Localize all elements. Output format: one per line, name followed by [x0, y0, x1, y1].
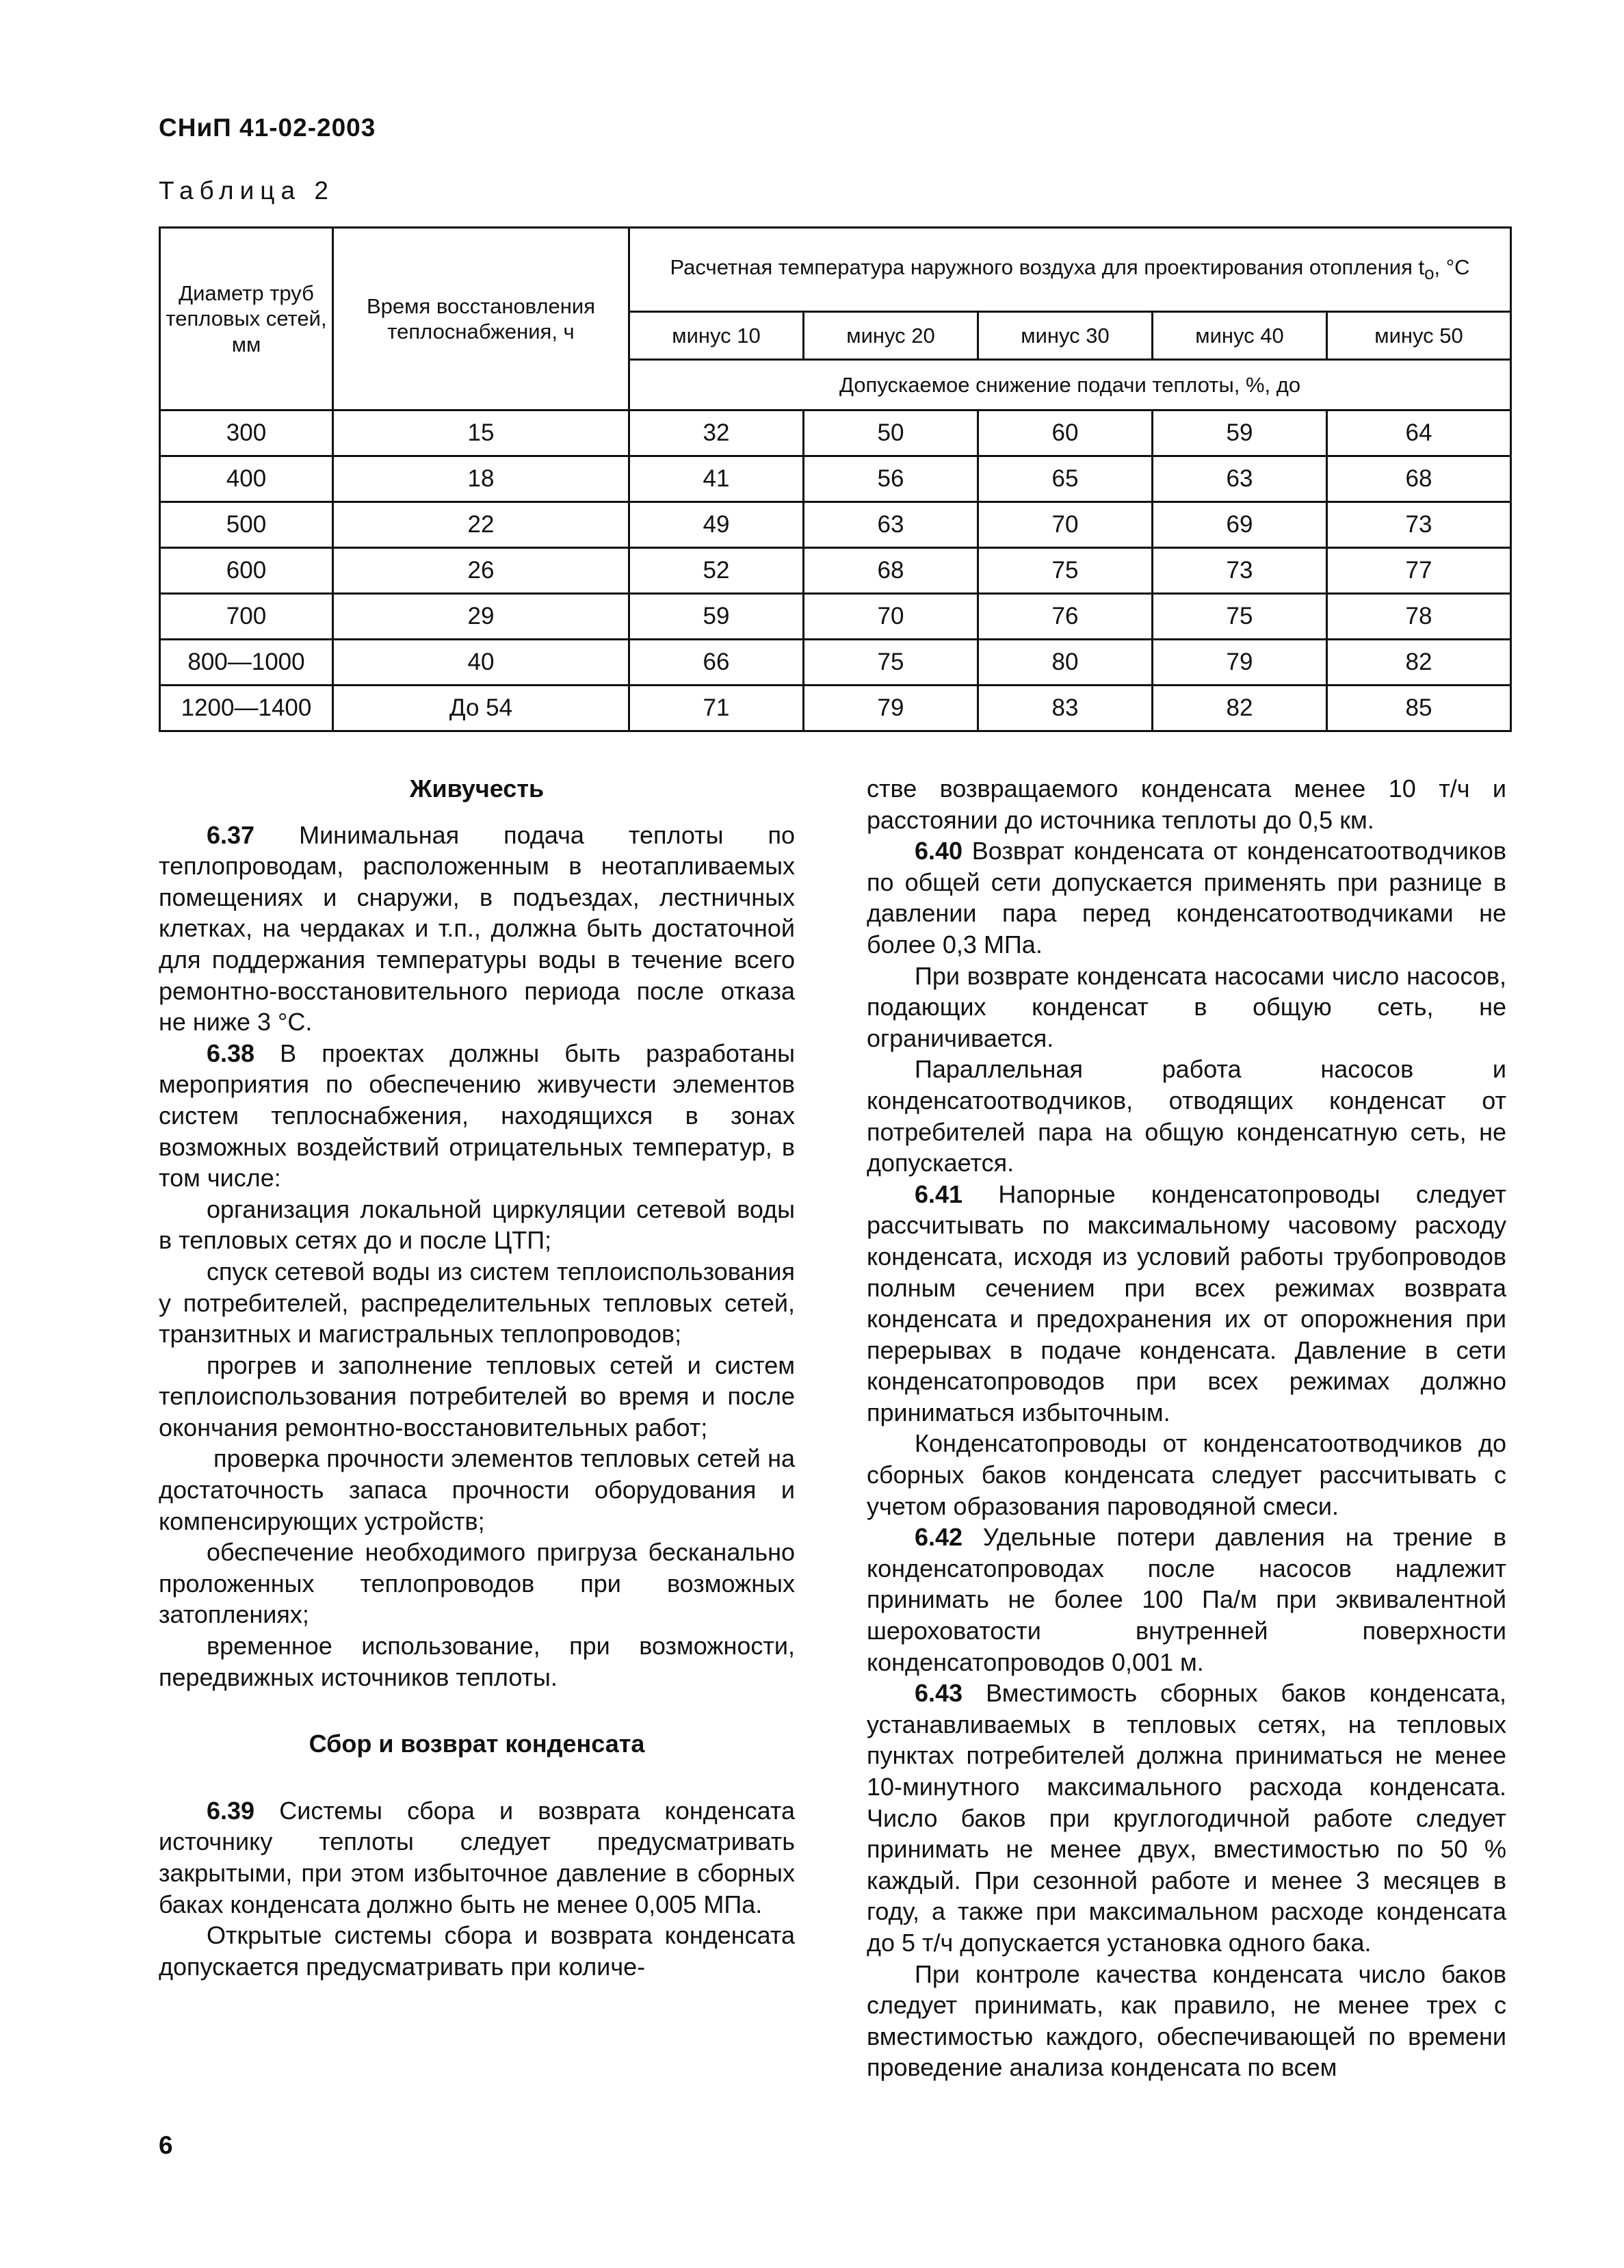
table-cell: 59: [629, 594, 804, 640]
clause-number: 6.41: [915, 1179, 963, 1208]
left-column: [159, 773, 795, 1982]
list-item-6: временное использование, при возможности, передвижных источников теплоты.: [159, 1632, 795, 1691]
clause-text: Вместимость сборных баков конденсата, устанавливаемых в тепловых сетях, на тепловых пунктах потребителей должна приниматься не менее 10-минутного максимального расхода конденсата. Число баков при круглогодичной работе следует принимать не менее двух, вместимостью по 50 % каждый. При сезонной работе и менее 3 месяцев в году, а также при максимальном расходе конденсата до 5 т/ч допускается установка одного бака.: [867, 1679, 1506, 1957]
table-row: [160, 410, 1511, 456]
temp-col-1: минус 10: [629, 312, 804, 360]
list-item-3: прогрев и заполнение тепловых сетей и систем теплоиспользования потребителей во время и после окончания ремонтно-восстановительных работ;: [159, 1351, 795, 1442]
table-cell: 82: [1327, 640, 1511, 686]
table-cell: 65: [978, 456, 1153, 502]
table-cell: 32: [629, 410, 804, 456]
continued-text: стве возвращаемого конденсата менее 10 т/ч и расстоянии до источника теплоты до 0,5 км.: [867, 774, 1506, 834]
table-cell: 66: [629, 640, 804, 686]
table-cell: 75: [1153, 594, 1327, 640]
table-cell: 56: [804, 456, 978, 502]
table-cell: 75: [804, 640, 978, 686]
table-cell: 29: [333, 594, 629, 640]
restore-time-header: Время восстановления теплоснабжения, ч: [333, 228, 629, 410]
section-heading-survivability: Живучесть: [409, 774, 545, 803]
table-row: [160, 686, 1511, 731]
table-row: [160, 502, 1511, 548]
clause-text: Возврат конденсата от конденсатоотводчиков по общей сети допускается применять при разнице в давлении пара перед конденсатоотводчиками не более 0,3 МПа.: [867, 837, 1506, 959]
table-cell: 70: [804, 594, 978, 640]
clause-text: В проектах должны быть разработаны мероприятия по обеспечению живучести элементов систем теплоснабжения, находящихся в зонах возможных воздействий отрицательных температур, в том числе:: [159, 1039, 795, 1192]
page-number: 6: [159, 2131, 173, 2159]
table-cell: 73: [1327, 502, 1511, 548]
clause-text: Удельные потери давления на трение в конденсатопроводах после насосов надлежит принимать не более 100 Па/м при эквивалентной шероховатости внутренней поверхности конденсатопроводов 0,001 м.: [867, 1523, 1506, 1676]
table-cell: 76: [978, 594, 1153, 640]
table-cell: 18: [333, 456, 629, 502]
right-column: [867, 773, 1506, 2083]
clause-6-39: [159, 1795, 795, 1920]
clause-number: 6.37: [207, 820, 255, 849]
list-item-4: проверка прочности элементов тепловых сетей на достаточность запаса прочности оборудования и компенсирующих устройств;: [159, 1444, 795, 1535]
temperature-subscript: о: [1424, 264, 1435, 284]
temperature-group-header: [629, 228, 1511, 312]
clause-text: Системы сбора и возврата конденсата источнику теплоты следует предусматривать закрытыми, при этом избыточное давление в сборных баках конденсата должно быть не менее 0,005 МПа.: [159, 1796, 795, 1918]
clause-6-43: [867, 1678, 1506, 1958]
table-cell: 69: [1153, 502, 1327, 548]
temperature-unit: , °С: [1434, 255, 1470, 279]
clause-6-39-continued: Открытые системы сбора и возврата конденсата допускается предусматривать при количе-: [159, 1921, 795, 1981]
table-cell: 400: [160, 456, 333, 502]
paragraph-parallel-work: Параллельная работа насосов и конденсатоотводчиков, отводящих конденсат от потребителей пара на общую конденсатную сеть, не допускается.: [867, 1055, 1506, 1177]
table-cell: 83: [978, 686, 1153, 731]
temperature-group-text: Расчетная температура наружного воздуха для проектирования отопления t: [670, 255, 1425, 279]
list-item-5: обеспечение необходимого пригруза бесканально проложенных теплопроводов при возможных затоплениях;: [159, 1538, 795, 1629]
reduction-header: Допускаемое снижение подачи теплоты, %, до: [629, 360, 1511, 410]
table-cell: 500: [160, 502, 333, 548]
table-cell: 60: [978, 410, 1153, 456]
table-cell: 70: [978, 502, 1153, 548]
table-cell: 68: [804, 548, 978, 594]
table-cell: 800—1000: [160, 640, 333, 686]
table-cell: До 54: [333, 686, 629, 731]
paragraph-condensate-pipes: Конденсатопроводы от конденсатоотводчиков до сборных баков конденсата следует рассчитывать с учетом образования пароводяной смеси.: [867, 1429, 1506, 1520]
temp-col-3: минус 30: [978, 312, 1153, 360]
clause-number: 6.39: [207, 1796, 255, 1825]
list-item-1: организация локальной циркуляции сетевой воды в тепловых сетях до и после ЦТП;: [159, 1195, 795, 1255]
table-cell: 77: [1327, 548, 1511, 594]
section-heading-condensate: Сбор и возврат конденсата: [309, 1730, 645, 1758]
table-cell: 40: [333, 640, 629, 686]
table-cell: 71: [629, 686, 804, 731]
table-cell: 15: [333, 410, 629, 456]
table-cell: 63: [1153, 456, 1327, 502]
clause-number: 6.42: [915, 1523, 963, 1552]
table-cell: 79: [1153, 640, 1327, 686]
table-cell: 68: [1327, 456, 1511, 502]
temp-col-4: минус 40: [1153, 312, 1327, 360]
clause-6-40: [867, 835, 1506, 960]
table-row: [160, 594, 1511, 640]
diameter-header: Диаметр труб тепловых сетей, мм: [160, 228, 333, 410]
table-cell: 75: [978, 548, 1153, 594]
table-cell: 59: [1153, 410, 1327, 456]
table-cell: 79: [804, 686, 978, 731]
table-cell: 50: [804, 410, 978, 456]
table-cell: 78: [1327, 594, 1511, 640]
table-cell: 22: [333, 502, 629, 548]
temp-col-2: минус 20: [804, 312, 978, 360]
clause-text: Минимальная подача теплоты по теплопроводам, расположенным в неотапливаемых помещениях и снаружи, в подъездах, лестничных клетках, на чердаках и т.п., должна быть достаточной для поддержания температуры воды в течение всего ремонтно-восстановительного периода после отказа не ниже 3 °С.: [159, 820, 795, 1037]
table-cell: 52: [629, 548, 804, 594]
clause-6-41: [867, 1179, 1506, 1429]
clause-6-37: [159, 820, 795, 1038]
table-cell: 85: [1327, 686, 1511, 731]
table-cell: 73: [1153, 548, 1327, 594]
document-code: СНиП 41-02-2003: [159, 114, 376, 142]
table-cell: 41: [629, 456, 804, 502]
clause-text: Напорные конденсатопроводы следует рассчитывать по максимальному часовому расходу конденсата, исходя из условий работы трубопроводов полным сечением при всех режимах возврата конденсата и предохранения их от опорожнения при перерывах в подаче конденсата. Давление в сети конденсатопроводов при всех режимах должно приниматься избыточным.: [867, 1179, 1506, 1426]
table-row: [160, 548, 1511, 594]
table-cell: 82: [1153, 686, 1327, 731]
table-cell: 600: [160, 548, 333, 594]
list-item-2: спуск сетевой воды из систем теплоиспользования у потребителей, распределительных тепловых сетей, транзитных и магистральных теплопроводов;: [159, 1257, 795, 1348]
paragraph-quality-control: При контроле качества конденсата число баков следует принимать, как правило, не менее трех с вместимостью каждого, обеспечивающей по времени проведение анализа конденсата по всем: [867, 1959, 1506, 2082]
table-cell: 300: [160, 410, 333, 456]
clause-6-38: [159, 1038, 795, 1194]
clause-number: 6.40: [915, 837, 963, 865]
table-row: [160, 456, 1511, 502]
table-cell: 26: [333, 548, 629, 594]
table-cell: 64: [1327, 410, 1511, 456]
clause-number: 6.43: [915, 1679, 963, 1708]
temp-col-5: минус 50: [1327, 312, 1511, 360]
heat-supply-table: [159, 226, 1512, 732]
table-cell: 63: [804, 502, 978, 548]
table-row: [160, 640, 1511, 686]
clause-6-42: [867, 1522, 1506, 1678]
clause-number: 6.38: [207, 1039, 255, 1067]
paragraph-pumps: При возврате конденсата насосами число насосов, подающих конденсат в общую сеть, не ограничивается.: [867, 961, 1506, 1052]
table-cell: 49: [629, 502, 804, 548]
table-caption: Таблица 2: [159, 177, 335, 205]
table-cell: 700: [160, 594, 333, 640]
table-cell: 1200—1400: [160, 686, 333, 731]
table-cell: 80: [978, 640, 1153, 686]
